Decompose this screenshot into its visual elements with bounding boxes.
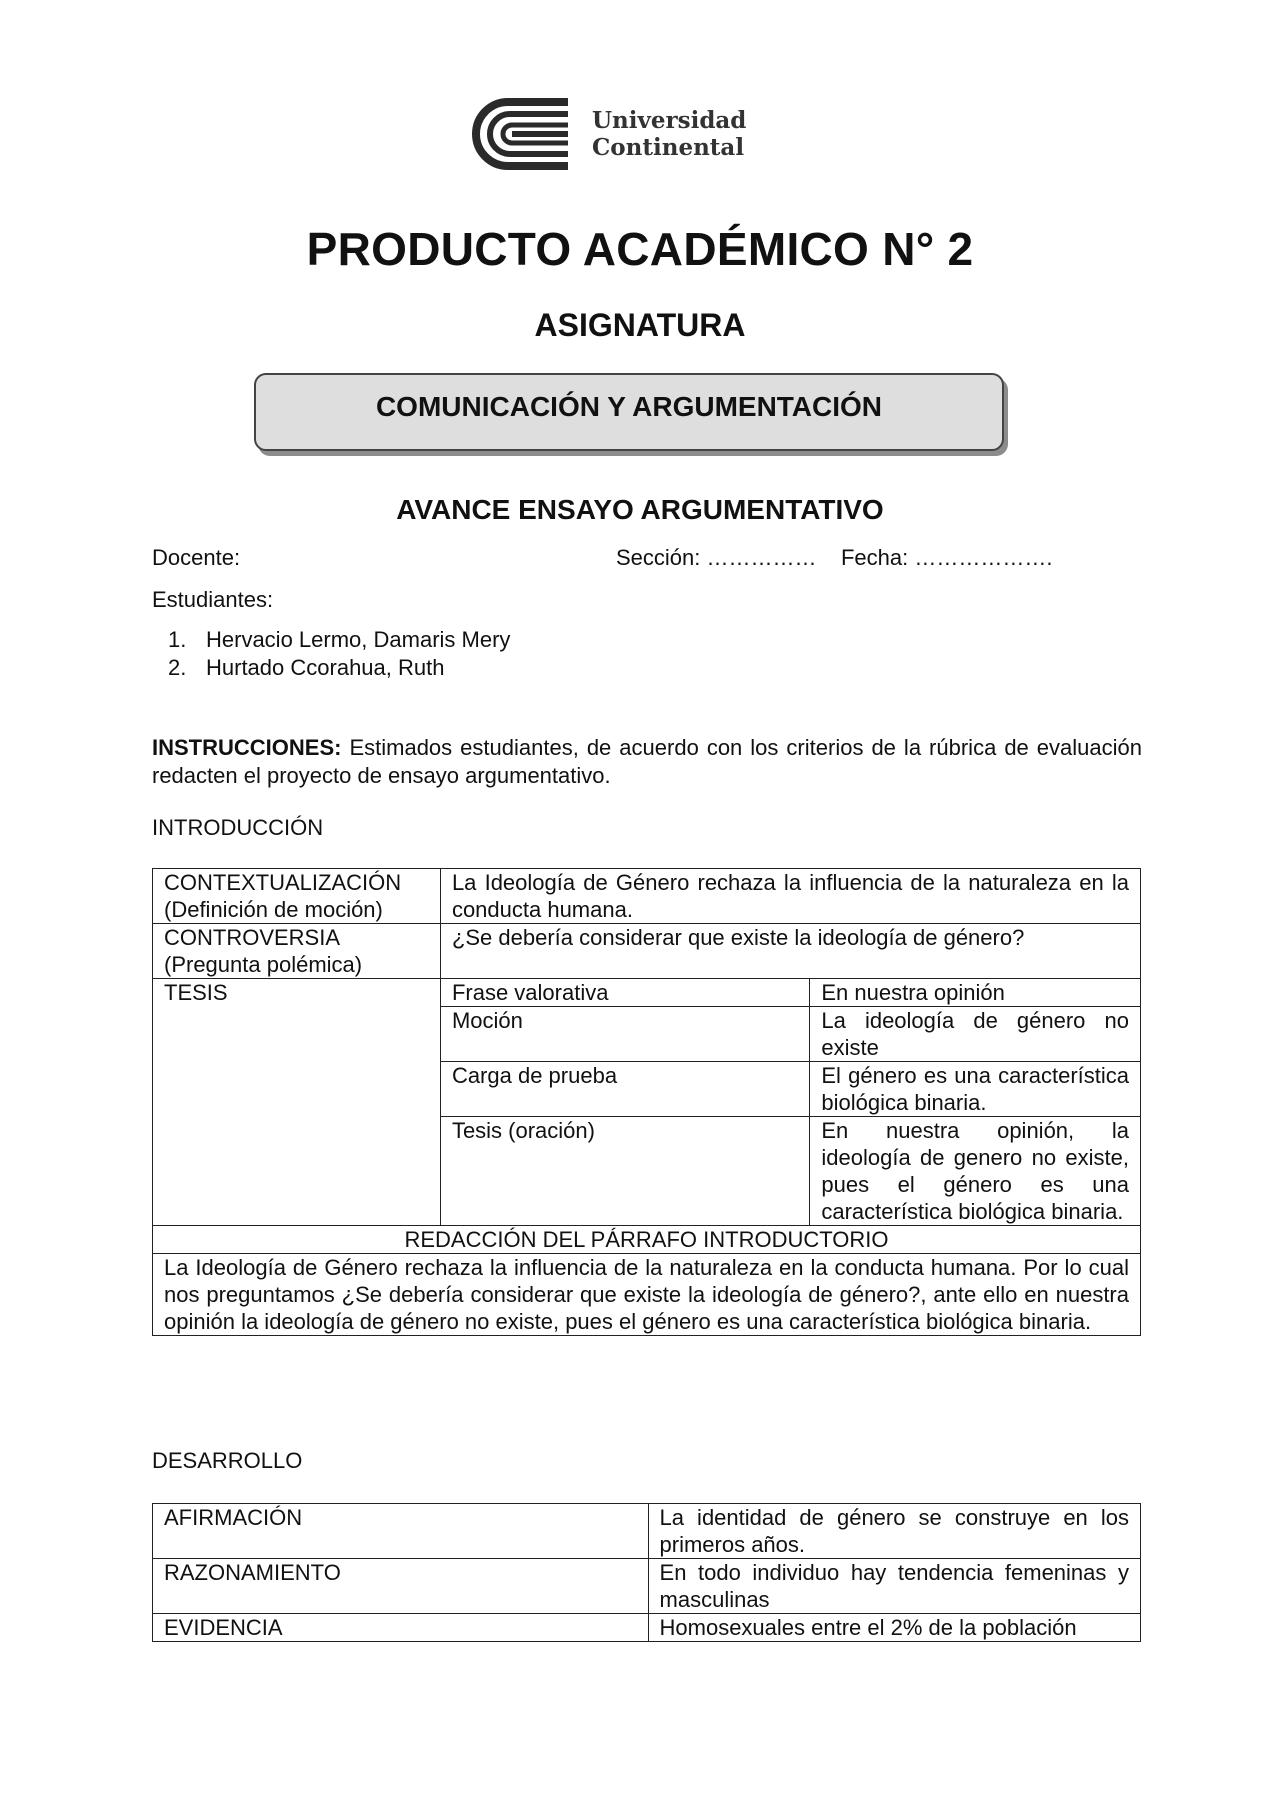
development-row-label: AFIRMACIÓN [153, 1504, 649, 1559]
list-item: 1. Hervacio Lermo, Damaris Mery [168, 627, 511, 652]
course-name: COMUNICACIÓN Y ARGUMENTACIÓN [375, 391, 883, 422]
thesis-row-value: El género es una característica biológica binaria. [810, 1062, 1141, 1117]
development-row-value: En todo individuo hay tendencia femeninas y masculinas [648, 1559, 1140, 1614]
development-row-label: EVIDENCIA [153, 1614, 649, 1642]
intro-heading: INTRODUCCIÓN [152, 815, 324, 840]
table-row [153, 1226, 1141, 1254]
seccion-value: …………… [706, 545, 817, 570]
intro-table [152, 868, 1141, 1336]
context-value-cell: La Ideología de Género rechaza la influencia de la naturaleza en la conducta humana. [440, 869, 1140, 924]
table-row [153, 1559, 1141, 1614]
development-row-label: RAZONAMIENTO [153, 1559, 649, 1614]
development-row-value: La identidad de género se construye en los primeros años. [648, 1504, 1140, 1559]
thesis-row-label: Tesis (oración) [440, 1117, 809, 1226]
thesis-row-label: Carga de prueba [440, 1062, 809, 1117]
fecha-value: ………………. [914, 545, 1053, 570]
table-row [153, 1614, 1141, 1642]
logo-line-2: Continental [592, 134, 745, 161]
instructions [152, 734, 1142, 790]
instructions-text: Estimados estudiantes, de acuerdo con los criterios de la rúbrica de evaluación redacten el proyecto de ensayo argumentativo. [152, 735, 1142, 788]
table-row [153, 869, 1141, 924]
thesis-row-label: Frase valorativa [440, 979, 809, 1007]
subject-label: ASIGNATURA [534, 307, 746, 343]
fecha-label: Fecha: [840, 545, 909, 570]
table-row [153, 979, 1141, 1007]
thesis-row-value: En nuestra opinión, la ideología de genero no existe, pues el género es una característica biológica binaria. [810, 1117, 1141, 1226]
development-table [152, 1503, 1141, 1642]
report-title: AVANCE ENSAYO ARGUMENTATIVO [396, 494, 884, 525]
paragraph-heading-cell: REDACCIÓN DEL PÁRRAFO INTRODUCTORIO [153, 1226, 1141, 1254]
instructions-label: INSTRUCCIONES: [152, 735, 342, 760]
paragraph-cell: La Ideología de Género rechaza la influencia de la naturaleza en la conducta humana. Por lo cual nos preguntamos ¿Se debería considerar que existe la ideología de género?, ante ello en nuestra opinión la ideología de género no existe, pues el género es una característica biológica binaria. [153, 1254, 1141, 1336]
context-label-cell: CONTEXTUALIZACIÓN (Definición de moción) [153, 869, 441, 924]
table-row [153, 1504, 1141, 1559]
table-row [153, 924, 1141, 979]
thesis-row-label: Moción [440, 1007, 809, 1062]
page-title: PRODUCTO ACADÉMICO N° 2 [306, 223, 974, 275]
controversy-label-cell: CONTROVERSIA (Pregunta polémica) [153, 924, 441, 979]
estudiantes-label: Estudiantes: [152, 587, 274, 612]
seccion-field [616, 545, 1052, 571]
docente-label: Docente: [152, 545, 241, 570]
development-row-value: Homosexuales entre el 2% de la población [648, 1614, 1140, 1642]
seccion-label: Sección: [616, 545, 701, 570]
thesis-row-value: En nuestra opinión [810, 979, 1141, 1007]
controversy-value-cell: ¿Se debería considerar que existe la ideología de género? [440, 924, 1140, 979]
students-list [168, 626, 510, 682]
uc-logo-icon [468, 98, 578, 170]
thesis-label-cell: TESIS [153, 979, 441, 1226]
table-row [153, 1254, 1141, 1336]
course-box [254, 373, 1004, 451]
list-item: 2. Hurtado Ccorahua, Ruth [168, 655, 445, 680]
thesis-row-value: La ideología de género no existe [810, 1007, 1141, 1062]
university-logo [468, 98, 758, 170]
logo-text [592, 107, 746, 161]
logo-line-1: Universidad [592, 107, 747, 134]
development-heading: DESARROLLO [152, 1448, 303, 1473]
